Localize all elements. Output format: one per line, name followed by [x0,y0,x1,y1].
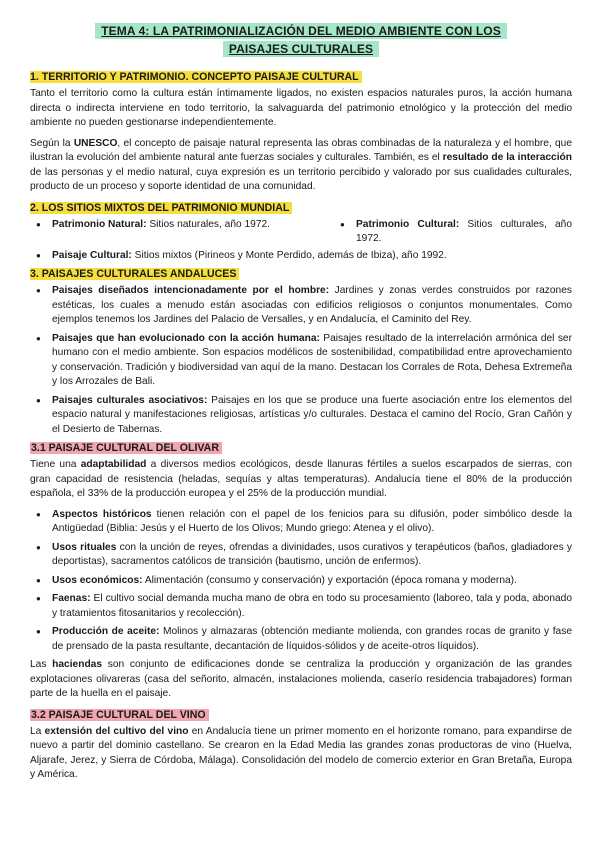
list-item: ● Patrimonio Cultural: Sitios culturales, año 1972. [334,218,572,247]
section-3-heading: 3. PAISAJES CULTURALES ANDALUCES [30,267,572,281]
section-3-1-list [30,508,572,655]
list-item: ● Paisaje Cultural: Sitios mixtos (Pirineos y Monte Perdido, además de Ibiza), año 1992. [30,249,572,264]
section-3-1-heading: 3.1 PAISAJE CULTURAL DEL OLIVAR [30,441,572,455]
section-1-paragraph-2: Según la UNESCO, el concepto de paisaje natural representa las obras combinadas de la naturaleza y el hombre, que ilustran la evolución del ambiente natural ante fuerzas sociales y culturales. También, es el resultado de la interacción de las personas y el medio natural, cuya expresión es un territorio percibido y valorado por sus cualidades culturales, producto de un proceso y soporte identidad de una comunidad. [30,137,572,192]
section-1-paragraph-1: Tanto el territorio como la cultura están íntimamente ligados, no existen espacios naturales puros, la acción humana directa o indirecta interviene en todo territorio, la salvaguarda del patrimonio etnológico y la protección del medio ambiente no pueden gestionarse independientemente. [30,88,572,128]
list-item: ● Paisajes culturales asociativos: Paisajes en los que se produce una fuerte asociación entre los elementos del espacio natural y manifestaciones religiosas, artísticas y/o culturales. Destaca el camino del Rocío, Gran Cañón y el Desierto de Tabernas. [30,394,572,438]
section-2-heading: 2. LOS SITIOS MIXTOS DEL PATRIMONIO MUNDIAL [30,201,572,215]
title-line-2: PAISAJES CULTURALES [223,41,379,57]
list-item: ● Aspectos históricos tienen relación con el papel de los fenicios para su difusión, poder simbólico desde la Antigüedad (Biblia: Jesús y el Huerto de los Olivos; Mundo griego: Atenea y el olivo). [30,508,572,537]
section-3-2-heading: 3.2 PAISAJE CULTURAL DEL VINO [30,708,572,722]
title-line-1: TEMA 4: LA PATRIMONIALIZACIÓN DEL MEDIO AMBIENTE CON LOS [95,23,507,39]
section-2-list [30,218,572,264]
list-item: ● Paisajes diseñados intencionadamente por el hombre: Jardines y zonas verdes construidos por razones estéticas, los cuales a menudo están asociadas con edificios religiosos o conjuntos monumentales. Como ejemplos tenemos los Jardines del Palacio de Versalles, y en Andalucía, el Caminito del Rey. [30,284,572,328]
list-item: ● Paisajes que han evolucionado con la acción humana: Paisajes resultado de la interrelación armónica del ser humano con el medio ambiente. Son espacios modélicos de sostenibilidad, compatibilidad entre aprovechamiento y conservación. Tradición y biodiversidad van aquí de la mano. Destacan los Corrales de Rota, Dehesa Extremeña y los Arrozales de Bali. [30,332,572,390]
section-3-list [30,284,572,437]
list-item: ● Patrimonio Natural: Sitios naturales, año 1972. [30,218,334,247]
section-1-heading: 1. TERRITORIO Y PATRIMONIO. CONCEPTO PAISAJE CULTURAL [30,70,572,84]
list-item: ● Usos rituales con la unción de reyes, ofrendas a divinidades, usos curativos y terapéuticos (baños, gladiadores y deportistas), sacramentos católicos de transición (bautismo, unción de enfermos). [30,541,572,570]
list-item: ● Usos económicos: Alimentación (consumo y conservación) y exportación (época romana y moderna). [30,574,572,589]
list-item: ● Faenas: El cultivo social demanda mucha mano de obra en todo su procesamiento (laboreo, tala y poda, abonado y tratamientos fitosanitarios y recolección). [30,592,572,621]
list-item: ● Producción de aceite: Molinos y almazaras (obtención mediante molienda, con grandes rocas de granito y fase de prensado de la pasta resultante, decantación de líquidos-sólidos y de aceite-otros líquidos). [30,625,572,654]
section-3-1-paragraph-1: Tiene una adaptabilidad a diversos medios ecológicos, desde llanuras fértiles a suelos escarpados de sierras, con gran capacidad de resistencia (heladas, sequías y altas temperaturas). Andalucía tiene el 80% de la producción española, el 33% de la producción europea y el 25% de la producción mundial. [30,459,572,499]
section-3-2-paragraph-1: La extensión del cultivo del vino en Andalucía tiene un primer momento en el horizonte romano, para expandirse de nuevo a partir del dominio castellano. Se crearon en la Edad Media las grandes zonas productoras de vino (Huelva, Aljarafe, Jerez, y Sierra de Córdoba, Málaga). Consolidación del modelo de comercio exterior en Gran Bretaña, Europa y América. [30,725,572,780]
document-title [30,22,572,58]
section-3-1-paragraph-2: Las haciendas son conjunto de edificaciones donde se centraliza la producción y organización de las grandes explotaciones olivareras (casa del señorito, almacén, instalaciones molienda, caserío residencia trabajadores) forman parte de la huella en el paisaje. [30,659,572,699]
